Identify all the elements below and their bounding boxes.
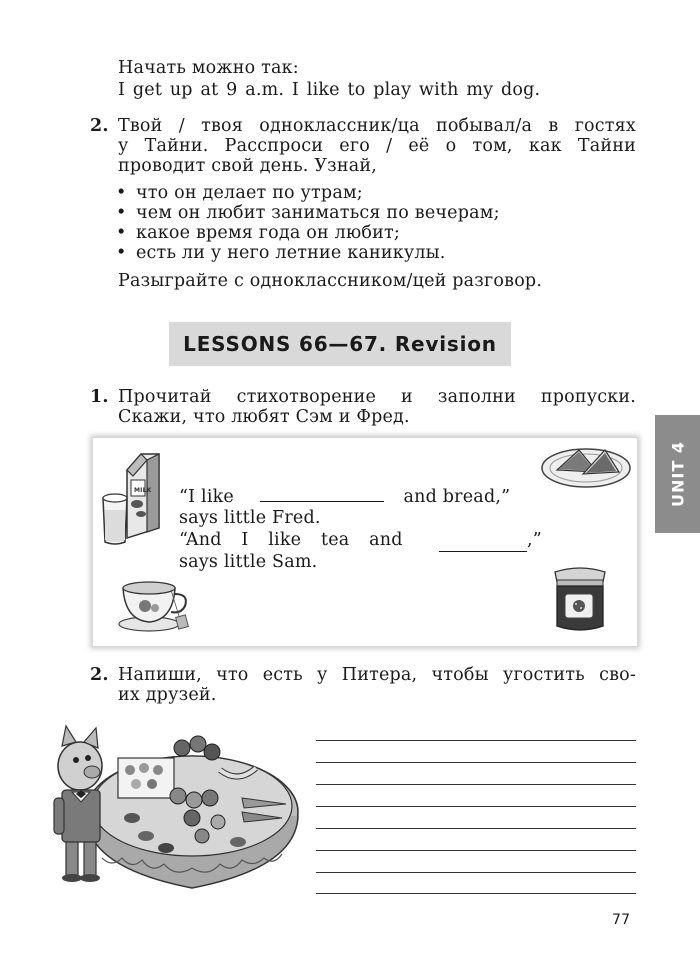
poem-text: and bread,”: [403, 487, 511, 507]
page-number: 77: [612, 912, 631, 928]
answer-line[interactable]: [316, 762, 636, 763]
list-item: • что он делает по утрам;: [118, 183, 363, 203]
answer-line[interactable]: [316, 850, 636, 851]
lesson-header: LESSONS 66—67. Revision: [169, 322, 511, 366]
task-text-line: Прочитай стихотворение и заполни пропуски.: [118, 387, 636, 407]
poem-blank-2[interactable]: [439, 537, 527, 552]
task-text-line: Твой / твоя одноклассник/ца побывал/а в гостях: [118, 116, 636, 136]
task-text-line: Скажи, что любят Сэм и Фред.: [118, 407, 410, 427]
task-text-line: Напиши, что есть у Питера, чтобы угостить сво-: [118, 665, 636, 685]
intro-line-1: Начать можно так:: [118, 58, 299, 78]
list-item: • есть ли у него летние каникулы.: [118, 243, 446, 263]
answer-line[interactable]: [316, 784, 636, 785]
poem-line-3: [179, 530, 403, 550]
task-number: 2.: [90, 116, 109, 136]
teacup-icon: [115, 574, 195, 636]
task-text-line: их друзей.: [118, 685, 217, 705]
unit-tab: UNIT 4: [655, 415, 700, 533]
answer-line[interactable]: [316, 740, 636, 741]
poem-blank-1[interactable]: [260, 487, 384, 502]
task-closing: Разыграйте с одноклассником/цей разговор.: [118, 271, 543, 291]
poem-text: “And I like tea and: [179, 530, 403, 550]
intro-line-2: I get up at 9 a.m. I like to play with my dog.: [118, 80, 541, 100]
poem-line-2: says little Fred.: [179, 508, 321, 528]
poem-text: “I like: [179, 487, 234, 507]
milk-label: MILK: [134, 487, 152, 494]
answer-line[interactable]: [316, 893, 636, 894]
poem-text: ,”: [527, 530, 542, 550]
list-item: • какое время года он любит;: [118, 223, 400, 243]
answer-line[interactable]: [316, 828, 636, 829]
task-text-line: проводит свой день. Узнай,: [118, 156, 378, 176]
list-item: • чем он любит заниматься по вечерам;: [118, 203, 500, 223]
sandwich-icon: [539, 440, 633, 490]
jam-jar-icon: [549, 564, 611, 634]
poem-line-1: [179, 487, 510, 507]
poem-box: [92, 437, 638, 647]
task-number: 2.: [90, 665, 109, 685]
answer-line[interactable]: [316, 872, 636, 873]
answer-line[interactable]: [316, 806, 636, 807]
poem-line-4: says little Sam.: [179, 552, 318, 572]
pig-table-illustration: [42, 718, 304, 896]
milk-icon: [97, 446, 169, 546]
task-text-line: у Тайни. Расспроси его / её о том, как Тайни: [118, 136, 636, 156]
task-number: 1.: [90, 387, 109, 407]
